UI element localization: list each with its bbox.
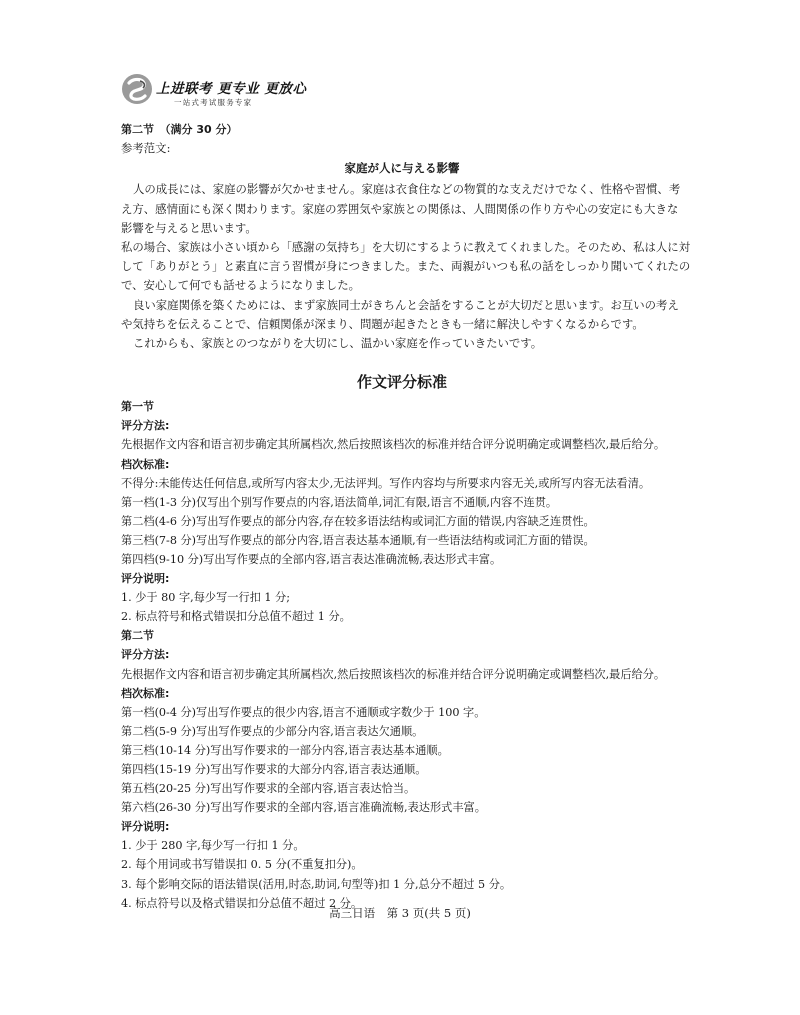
brand-slogan: 上进联考 更专业 更放心 [156, 81, 307, 97]
part1-level: 第二档(4-6 分)写出写作要点的部分内容,存在较多语法结构或词汇方面的错误,内容缺乏连贯性。 [121, 514, 595, 528]
part2-notes-label: 评分说明: [121, 820, 170, 834]
part1-level: 第三档(7-8 分)写出写作要点的部分内容,语言表达基本通顺,有一些语法结构或词汇方面的错误。 [121, 533, 595, 547]
page-footer: 高三日语 第 3 页(共 5 页) [329, 906, 471, 920]
brand-subtitle: 一站式考试服务专家 [174, 98, 253, 107]
essay-line: これからも、家族とのつながりを大切にし、温かい家庭を作っていきたいです。 [133, 336, 543, 351]
essay-line: や気持ちを伝えることで、信頼関係が深まり、問題が起きたときも一緒に解決しやすくなるからです。 [121, 316, 644, 331]
part1-level: 第四档(9-10 分)写出写作要点的全部内容,语言表达准确流畅,表达形式丰富。 [121, 552, 502, 566]
part1-method: 先根据作文内容和语言初步确定其所属档次,然后按照该档次的标准并结合评分说明确定或调整档次,最后给分。 [121, 438, 666, 452]
part2-note: 2. 每个用词或书写错误扣 0. 5 分(不重复扣分)。 [121, 858, 363, 872]
essay-line: 私の場合、家族は小さい頃から「感謝の気持ち」を大切にするように教えてくれました。そのため、私は人に対 [121, 240, 691, 255]
essay-line: え方、感情面にも深く関わります。家庭の雰囲気や家族との関係は、人間関係の作り方や心の安定にも大きな [121, 201, 679, 216]
part1-level: 不得分:未能传达任何信息,或所写内容太少,无法评判。写作内容均与所要求内容无关,或所写内容无法看清。 [121, 476, 651, 490]
part2-note: 3. 每个影响交际的语法错误(活用,时态,助词,句型等)扣 1 分,总分不超过 5 分。 [121, 877, 512, 891]
part2-levels-label: 档次标准: [121, 686, 170, 700]
part2-level: 第三档(10-14 分)写出写作要求的一部分内容,语言表达基本通顺。 [121, 743, 449, 757]
part2-heading: 第二节 [121, 629, 154, 643]
section-heading: 第二节 （满分 30 分） [121, 123, 238, 136]
part2-level: 第四档(15-19 分)写出写作要求的大部分内容,语言表达通顺。 [121, 763, 427, 777]
brand-logo [120, 72, 320, 112]
part2-note: 1. 少于 280 字,每少写一行扣 1 分。 [121, 839, 305, 853]
essay-line: で、安心して何でも話せるようになりました。 [121, 278, 360, 293]
part1-heading: 第一节 [121, 400, 154, 414]
part1-levels-label: 档次标准: [121, 457, 170, 471]
part1-level: 第一档(1-3 分)仅写出个别写作要点的内容,语法简单,词汇有限,语言不通顺,内容不连贯。 [121, 495, 558, 509]
essay-title: 家庭が人に与える影響 [344, 161, 460, 176]
document-body [121, 120, 691, 913]
essay-line: して「ありがとう」と素直に言う習慣が身につきました。また、両親がいつも私の話をしっかり聞いてくれたの [121, 259, 691, 274]
sample-essay-label: 参考范文: [121, 141, 171, 156]
essay-line: 良い家庭関係を築くためには、まず家族同士がきちんと会話をすることが大切だと思います。お互いの考え [133, 297, 679, 312]
essay-line: 影響を与えると思います。 [121, 220, 257, 235]
scoring-standard-title: 作文评分标准 [356, 373, 447, 392]
part1-note: 1. 少于 80 字,每少写一行扣 1 分; [121, 591, 291, 605]
part2-level: 第六档(26-30 分)写出写作要求的全部内容,语言准确流畅,表达形式丰富。 [121, 801, 486, 815]
part1-notes-label: 评分说明: [121, 572, 170, 586]
part2-method: 先根据作文内容和语言初步确定其所属档次,然后按照该档次的标准并结合评分说明确定或调整档次,最后给分。 [121, 667, 666, 681]
part2-level: 第一档(0-4 分)写出写作要点的很少内容,语言不通顺或字数少于 100 字。 [121, 705, 486, 719]
part2-level: 第二档(5-9 分)写出写作要点的少部分内容,语言表达欠通顺。 [121, 724, 424, 738]
part1-method-label: 评分方法: [121, 419, 170, 433]
part2-note: 4. 标点符号以及格式错误扣分总值不超过 2 分。 [121, 896, 363, 910]
part2-method-label: 评分方法: [121, 648, 170, 662]
essay-line: 人の成長には、家庭の影響が欠かせません。家庭は衣食住などの物質的な支えだけでなく、性格や習慣、考 [133, 182, 681, 197]
part1-note: 2. 标点符号和格式错误扣分总值不超过 1 分。 [121, 610, 351, 624]
part2-level: 第五档(20-25 分)写出写作要求的全部内容,语言表达恰当。 [121, 782, 416, 796]
logo-swirl-icon [120, 72, 154, 106]
